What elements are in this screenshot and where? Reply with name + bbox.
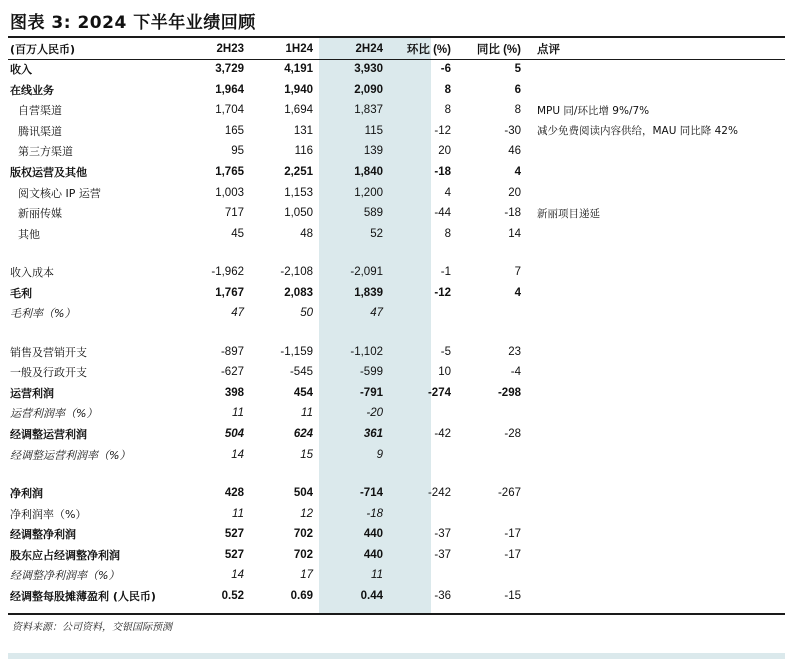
- header-1h24: 1H24: [285, 42, 313, 55]
- cell-2h23: 3,729: [215, 63, 244, 76]
- cell-yoy: 5: [514, 63, 521, 76]
- cell-yoy: 14: [508, 227, 521, 240]
- cell-comment: [529, 544, 785, 565]
- table-row: [8, 80, 785, 101]
- cell-yoy: 46: [508, 145, 521, 158]
- cell-1h24: -545: [289, 366, 313, 379]
- cell-2h23: 1,765: [215, 166, 244, 178]
- row-label: 运营利润率（%）: [10, 407, 98, 421]
- table-row: [8, 282, 785, 303]
- cell-yoy: [459, 503, 529, 524]
- table-row: [8, 162, 785, 183]
- cell-2h24: 3,930: [354, 63, 383, 76]
- table-row: [8, 444, 785, 465]
- cell-comment: 减少免费阅读内容供给，MAU 同比降 42%: [537, 125, 738, 138]
- cell-1h24: 454: [293, 386, 313, 399]
- cell-yoy: [459, 303, 529, 324]
- cell-qoq: -12: [434, 286, 451, 299]
- cell-2h24: 0.44: [360, 589, 383, 602]
- cell-comment: [529, 565, 785, 586]
- cell-qoq: [389, 503, 459, 524]
- row-label: 第三方渠道: [18, 145, 73, 159]
- cell-1h24: 624: [293, 428, 313, 441]
- cell-yoy: -298: [497, 386, 521, 399]
- cell-2h24: -18: [366, 507, 383, 520]
- table-row: [8, 586, 785, 607]
- cell-2h23: 1,767: [215, 286, 244, 299]
- cell-2h23: 165: [224, 124, 244, 137]
- cell-qoq: -242: [427, 487, 451, 500]
- table-row: [8, 565, 785, 586]
- cell-2h24: 361: [363, 428, 383, 441]
- cell-2h24: 115: [364, 124, 383, 137]
- spacer-row: [8, 324, 785, 342]
- cell-1h24: 702: [293, 548, 313, 561]
- cell-qoq: 10: [438, 366, 451, 379]
- cell-2h24: 440: [363, 548, 383, 561]
- cell-qoq: -37: [434, 548, 451, 561]
- row-label: 在线业务: [10, 83, 54, 97]
- cell-yoy: 20: [508, 186, 521, 199]
- cell-1h24: 2,251: [284, 166, 313, 178]
- cell-2h24: 440: [363, 528, 383, 541]
- cell-yoy: [459, 403, 529, 424]
- table-row: [8, 223, 785, 244]
- table-row: [8, 203, 785, 224]
- row-label: 收入: [10, 63, 32, 77]
- cell-2h23: 14: [231, 448, 244, 461]
- cell-qoq: [389, 403, 459, 424]
- table-row: [8, 362, 785, 383]
- cell-1h24: 2,083: [284, 286, 313, 299]
- cell-yoy: -28: [504, 428, 521, 441]
- table-bottom-rule: [8, 613, 785, 615]
- cell-2h24: 1,200: [354, 186, 383, 199]
- cell-1h24: 17: [300, 569, 313, 582]
- table-row: [8, 403, 785, 424]
- cell-2h24: -2,091: [350, 266, 383, 279]
- row-label: 运营利润: [10, 386, 54, 400]
- row-label: 版权运营及其他: [10, 166, 87, 179]
- cell-2h24: 11: [371, 569, 383, 582]
- table-row: [8, 121, 785, 142]
- cell-2h23: 527: [224, 548, 244, 561]
- row-label: 毛利: [10, 286, 32, 300]
- cell-yoy: 4: [514, 286, 521, 299]
- cell-1h24: 0.69: [290, 589, 313, 602]
- cell-2h24: 9: [376, 448, 383, 461]
- cell-1h24: 504: [293, 487, 313, 500]
- cell-2h24: 2,090: [354, 83, 383, 96]
- cell-2h23: -897: [220, 345, 244, 358]
- cell-qoq: -1: [440, 266, 451, 279]
- cell-qoq: -18: [434, 166, 451, 178]
- cell-2h23: 717: [224, 207, 244, 220]
- cell-qoq: [389, 444, 459, 465]
- cell-1h24: 1,153: [284, 186, 313, 199]
- cell-2h24: 589: [363, 207, 383, 220]
- cell-1h24: 11: [301, 407, 313, 420]
- table-row: [8, 141, 785, 162]
- cell-2h23: -1,962: [211, 266, 244, 279]
- spacer-row: [8, 465, 785, 483]
- table-row: [8, 503, 785, 524]
- cell-1h24: 1,050: [284, 207, 313, 220]
- cell-comment: [529, 141, 785, 162]
- cell-2h24: -20: [366, 407, 383, 420]
- cell-comment: MPU 同/环比增 9%/7%: [537, 104, 650, 117]
- cell-yoy: -30: [504, 124, 521, 137]
- cell-qoq: -12: [434, 124, 451, 137]
- header-unit: (百万人民币): [10, 42, 76, 56]
- table-row: [8, 262, 785, 283]
- cell-qoq: -6: [440, 63, 451, 76]
- cell-yoy: [459, 565, 529, 586]
- row-label: 收入成本: [10, 266, 54, 280]
- cell-comment: [529, 444, 785, 465]
- cell-yoy: -17: [504, 548, 521, 561]
- cell-1h24: -1,159: [280, 345, 313, 358]
- cell-qoq: -44: [434, 207, 451, 220]
- cell-yoy: -18: [504, 207, 521, 220]
- page-title: 图表 3: 2024 下半年业绩回顾: [10, 13, 256, 33]
- cell-2h23: 504: [224, 428, 244, 441]
- cell-qoq: 8: [444, 83, 451, 96]
- cell-2h23: 11: [232, 507, 244, 520]
- row-label: 净利润率（%）: [10, 507, 87, 521]
- cell-2h23: 398: [224, 386, 244, 399]
- cell-comment: 新丽项目递延: [537, 207, 600, 220]
- cell-qoq: 4: [444, 186, 451, 199]
- header-2h24: 2H24: [355, 42, 383, 55]
- cell-2h23: 1,964: [215, 83, 244, 96]
- cell-comment: [529, 182, 785, 203]
- cell-comment: [529, 503, 785, 524]
- cell-2h24: 1,837: [354, 104, 383, 117]
- cell-2h23: 527: [224, 528, 244, 541]
- table-row: [8, 342, 785, 363]
- header-2h23: 2H23: [216, 42, 244, 55]
- cell-yoy: 4: [514, 166, 521, 178]
- table-row: [8, 100, 785, 121]
- cell-2h23: 1,704: [215, 104, 244, 117]
- row-label: 经调整净利润: [10, 528, 76, 542]
- row-label: 毛利率（%）: [10, 307, 76, 321]
- footer-band: [8, 653, 785, 659]
- cell-1h24: 116: [294, 145, 313, 158]
- header-yoy: 同比 (%): [476, 43, 521, 56]
- cell-comment: [529, 403, 785, 424]
- cell-2h24: -599: [359, 366, 383, 379]
- row-label: 经调整运营利润率（%）: [10, 448, 131, 462]
- cell-qoq: -5: [440, 345, 451, 358]
- cell-2h24: -1,102: [350, 345, 383, 358]
- cell-comment: [529, 262, 785, 283]
- table-row: [8, 303, 785, 324]
- cell-yoy: [459, 444, 529, 465]
- row-label: 新丽传媒: [18, 207, 62, 221]
- cell-yoy: -267: [497, 487, 521, 500]
- cell-2h24: -714: [359, 487, 383, 500]
- cell-qoq: 8: [444, 104, 451, 117]
- cell-2h23: -627: [220, 366, 244, 379]
- cell-qoq: -42: [434, 428, 451, 441]
- table-row: [8, 383, 785, 404]
- row-label: 股东应占经调整净利润: [10, 548, 120, 562]
- row-label: 自营渠道: [18, 104, 62, 118]
- cell-1h24: 131: [293, 124, 313, 137]
- cell-1h24: 1,940: [284, 83, 313, 96]
- table-row: [8, 544, 785, 565]
- results-table: [8, 38, 785, 606]
- cell-comment: [529, 303, 785, 324]
- row-label: 经调整每股摊薄盈利 (人民币): [10, 589, 156, 603]
- cell-1h24: 12: [300, 507, 313, 520]
- header-comment: 点评: [537, 43, 560, 56]
- cell-comment: [529, 80, 785, 101]
- cell-qoq: [389, 565, 459, 586]
- row-label: 一般及行政开支: [10, 366, 87, 380]
- cell-1h24: 4,191: [284, 63, 313, 76]
- cell-comment: [529, 282, 785, 303]
- cell-2h24: 52: [370, 227, 383, 240]
- cell-comment: [529, 586, 785, 607]
- table-header-row: [8, 38, 785, 59]
- cell-2h24: 47: [370, 307, 383, 320]
- spacer-row: [8, 244, 785, 262]
- cell-yoy: -17: [504, 528, 521, 541]
- cell-qoq: 20: [438, 145, 451, 158]
- cell-comment: [529, 342, 785, 363]
- cell-yoy: 7: [514, 266, 521, 279]
- cell-2h23: 1,003: [215, 186, 244, 199]
- cell-yoy: -4: [510, 366, 521, 379]
- cell-qoq: -36: [434, 589, 451, 602]
- cell-2h23: 14: [231, 569, 244, 582]
- cell-2h24: -791: [359, 386, 383, 399]
- cell-comment: [529, 483, 785, 504]
- row-label: 净利润: [10, 487, 43, 501]
- cell-comment: [529, 424, 785, 445]
- cell-2h23: 47: [231, 307, 244, 320]
- cell-yoy: -15: [504, 589, 521, 602]
- cell-comment: [529, 383, 785, 404]
- cell-qoq: -37: [434, 528, 451, 541]
- cell-1h24: 48: [300, 227, 313, 240]
- cell-2h23: 45: [231, 227, 244, 240]
- cell-yoy: 6: [514, 83, 521, 96]
- cell-1h24: 15: [300, 448, 313, 461]
- row-label: 经调整运营利润: [10, 428, 87, 442]
- cell-qoq: -274: [427, 386, 451, 399]
- cell-1h24: 50: [300, 307, 313, 320]
- cell-2h23: 95: [231, 145, 244, 158]
- cell-2h23: 428: [224, 487, 244, 500]
- row-label: 其他: [18, 227, 40, 241]
- table-row: [8, 483, 785, 504]
- table-row: [8, 524, 785, 545]
- cell-2h24: 1,840: [354, 166, 383, 178]
- cell-qoq: [389, 303, 459, 324]
- row-label: 腾讯渠道: [18, 124, 62, 138]
- cell-qoq: 8: [444, 227, 451, 240]
- cell-comment: [529, 524, 785, 545]
- row-label: 经调整净利润率（%）: [10, 569, 120, 583]
- cell-1h24: 702: [293, 528, 313, 541]
- row-label: 阅文核心 IP 运营: [18, 186, 101, 200]
- cell-comment: [529, 223, 785, 244]
- source-note: 资料来源：公司资料，交银国际预测: [12, 622, 172, 633]
- table-row: [8, 59, 785, 80]
- header-qoq: 环比 (%): [406, 43, 451, 56]
- table-row: [8, 424, 785, 445]
- table-row: [8, 182, 785, 203]
- cell-2h24: 1,839: [354, 286, 383, 299]
- cell-comment: [529, 362, 785, 383]
- cell-2h24: 139: [363, 145, 383, 158]
- cell-yoy: 8: [514, 104, 521, 117]
- cell-comment: [529, 59, 785, 80]
- cell-2h23: 0.52: [221, 589, 244, 602]
- row-label: 销售及营销开支: [10, 345, 87, 359]
- cell-2h23: 11: [232, 407, 244, 420]
- cell-1h24: 1,694: [284, 104, 313, 117]
- cell-1h24: -2,108: [280, 266, 313, 279]
- cell-comment: [529, 162, 785, 183]
- cell-yoy: 23: [508, 345, 521, 358]
